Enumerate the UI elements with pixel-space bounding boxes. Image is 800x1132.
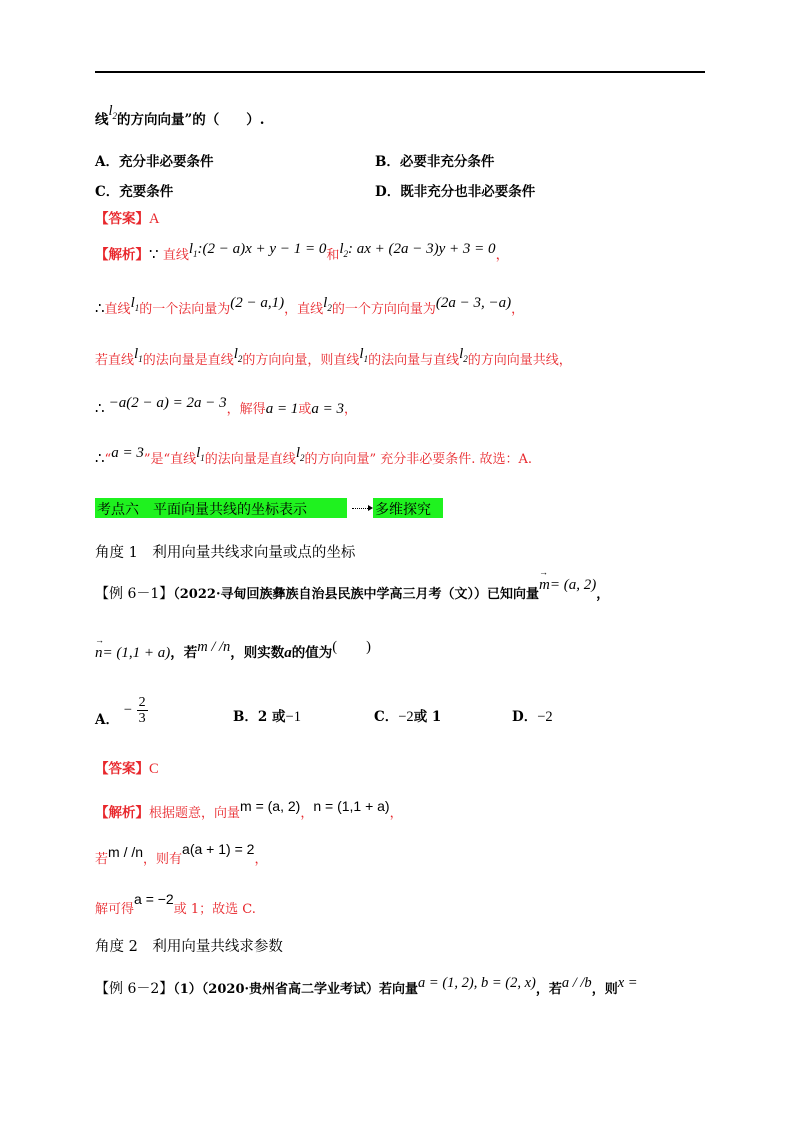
option-math: −1: [285, 709, 301, 725]
example-label: 【例 6－2】: [95, 981, 174, 997]
text: ，则有: [143, 852, 183, 867]
kaodian-tag: 多维探究: [375, 502, 431, 518]
example-6-1-line-1: [95, 577, 610, 603]
answer-label: 【答案】: [95, 761, 149, 777]
text: 或: [298, 402, 312, 417]
therefore-symbol: ∴: [95, 451, 105, 467]
text: 直线: [162, 248, 189, 263]
text: 线: [95, 112, 109, 128]
variable-a: a: [284, 645, 292, 661]
answer-label: 【答案】: [95, 211, 149, 227]
option-label: D．: [512, 709, 538, 725]
text: 若: [95, 852, 109, 867]
text: 或 1；故选 C.: [173, 902, 256, 917]
example-source: （2022·寻甸回族彝族自治县民族中学高三月考（文））已知向量: [173, 587, 539, 602]
parallel-condition: m / /n: [108, 844, 144, 860]
text: 和: [326, 248, 340, 263]
text: 的法向量与直线: [368, 353, 460, 368]
vector: (2 − a,1): [230, 295, 285, 311]
question-tail: [95, 103, 265, 130]
text: ，: [343, 402, 357, 417]
l2-symbol: $l_2$: [108, 103, 118, 121]
analysis-1-line-2: [95, 295, 525, 319]
text: ，: [254, 852, 268, 867]
analysis-1-line-1: [95, 243, 509, 265]
l2-symbol: $l_2$: [323, 295, 332, 313]
analysis-1-line-4: [95, 395, 357, 418]
answer-value: A: [149, 211, 160, 227]
text: 解可得: [95, 902, 135, 917]
l2-symbol: $l_2$: [295, 445, 305, 463]
option-text: 2 或: [257, 709, 286, 725]
answer-2: [95, 757, 159, 778]
text: ，: [596, 587, 610, 602]
text: ，: [511, 302, 525, 317]
option-2-c: [374, 705, 441, 726]
parallel-condition: m / /n: [197, 639, 231, 655]
text: ，若: [535, 982, 562, 997]
example-label: 【例 6－1】: [95, 586, 174, 602]
text: 的法向量是直线: [142, 353, 234, 368]
option-d: D．既非充分也非必要条件: [375, 184, 536, 200]
result: a = 1: [265, 401, 299, 417]
vector: (2a − 3, −a): [435, 295, 512, 311]
text: 的法向量是直线: [204, 452, 296, 467]
l1-symbol: $l_1$: [130, 295, 140, 313]
result: a = 3: [311, 401, 344, 417]
text: 的方向向量，则直线: [242, 353, 360, 368]
text: 直线: [104, 302, 131, 317]
therefore-symbol: ∴: [95, 401, 105, 417]
answer-1: [95, 207, 159, 228]
fraction: $\frac{2}{3}$: [138, 695, 146, 726]
analysis-2-line-3: [95, 891, 256, 917]
l1-symbol: $l_1$: [188, 241, 198, 259]
analysis-label: 【解析】: [95, 805, 149, 821]
text: 的一个方向向量为: [331, 302, 436, 317]
text: ，: [389, 806, 403, 821]
l2-symbol: $l_2$: [339, 241, 349, 259]
option-b: B．必要非充分条件: [375, 154, 495, 170]
text: ，: [300, 806, 314, 821]
angle-2-heading: 角度 2 利用向量共线求参数: [95, 939, 283, 955]
text: 的方向向量共线，: [467, 353, 572, 368]
option-c: C．充要条件: [95, 184, 174, 200]
analysis-1-line-3: [95, 346, 572, 370]
l2-symbol: $l_2$: [233, 346, 243, 364]
text: “: [104, 452, 112, 467]
text: ，: [495, 247, 510, 263]
text: 的一个法向量为: [139, 302, 231, 317]
text: 若直线: [95, 353, 135, 368]
option-label: A．: [95, 712, 119, 728]
analysis-1-line-5: [95, 445, 533, 469]
l1-symbol: $l_1$: [196, 445, 205, 463]
equation: a(a + 1) = 2: [182, 841, 255, 857]
option-2-d: [512, 705, 553, 726]
option-math: −2: [537, 709, 553, 725]
example-6-2-line-1: [95, 975, 638, 998]
equation: a = 3: [111, 445, 144, 461]
analysis-label: 【解析】: [95, 247, 149, 263]
kaodian-title: 考点六 平面向量共线的坐标表示: [97, 502, 307, 518]
l2-symbol: $l_2$: [459, 346, 468, 364]
l1-symbol: $l_1$: [359, 346, 369, 364]
option-label: C．: [374, 709, 399, 725]
header-rule: [95, 71, 705, 73]
therefore-symbol: ∴: [95, 301, 105, 317]
option-label: B．: [233, 709, 258, 725]
equation: = (1,1 + a): [102, 645, 171, 661]
option-a: A．充分非必要条件: [95, 154, 214, 170]
answer-value: C: [149, 761, 159, 777]
text: 的方向向量”的（ ）.: [117, 112, 265, 128]
text: 的方向向量” 充分非必要条件. 故选：A.: [304, 452, 533, 467]
option-2-a: [95, 695, 148, 736]
text: ，则: [591, 982, 618, 997]
example-6-1-line-2: [95, 641, 371, 662]
angle-1-heading: 角度 1 利用向量共线求向量或点的坐标: [95, 545, 356, 561]
option-text: 或 1: [413, 709, 442, 725]
vectors-equation: a = (1, 2), b = (2, x): [418, 975, 536, 991]
text: ”是“直线: [143, 452, 197, 467]
vector-n: → n: [95, 645, 103, 662]
text: ，直线: [284, 302, 324, 317]
analysis-2-line-1: [95, 798, 403, 821]
minus-sign: −: [123, 702, 132, 718]
l1-symbol: $l_1$: [134, 346, 143, 364]
blank-parens: ( ): [332, 639, 371, 655]
because-symbol: ∵: [149, 247, 159, 263]
text: ，若: [170, 645, 198, 661]
text: ，解得: [226, 402, 266, 417]
vector-m: → m: [539, 577, 550, 594]
x-equals: x =: [617, 975, 638, 991]
vector-n-equation: n = (1,1 + a): [313, 798, 390, 814]
analysis-2-line-2: [95, 841, 268, 867]
example-source: （1）（2020·贵州省高二学业考试）若向量: [173, 982, 419, 997]
text: 的值为: [291, 645, 333, 661]
text: 根据题意，向量: [149, 806, 241, 821]
option-math: −2: [398, 709, 414, 725]
text: ，则实数: [230, 645, 285, 661]
equation: −a(2 − a) = 2a − 3: [108, 395, 227, 411]
equation: : ax + (2a − 3)y + 3 = 0: [348, 241, 496, 257]
equation: a = −2: [134, 891, 174, 907]
parallel-condition: a / /b: [561, 975, 592, 991]
equation: :(2 − a)x + y − 1 = 0: [197, 241, 327, 257]
option-2-b: [233, 705, 301, 726]
equation: = (a, 2): [549, 577, 597, 593]
vector-m-equation: m = (a, 2): [240, 798, 301, 814]
